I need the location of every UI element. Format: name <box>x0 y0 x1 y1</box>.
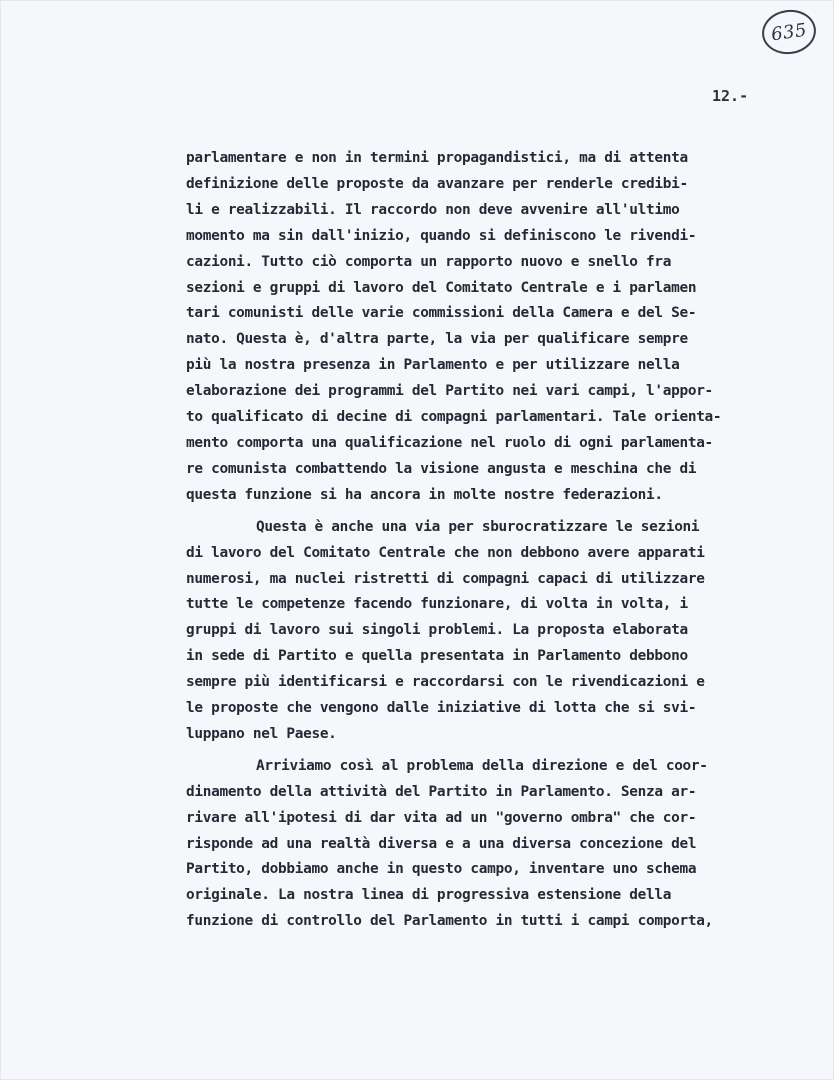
stamp-number: 635 <box>769 19 809 45</box>
text-line: sezioni e gruppi di lavoro del Comitato Centrale e i parlamen <box>186 279 697 296</box>
text-line: gruppi di lavoro sui singoli problemi. La proposta elaborata <box>186 622 688 639</box>
text-line: Partito, dobbiamo anche in questo campo, inventare uno schema <box>186 861 697 878</box>
text-line: parlamentare e non in termini propagandistici, ma di attenta <box>186 150 688 166</box>
text-line: sempre più identificarsi e raccordarsi con le rivendicazioni e <box>186 674 705 691</box>
text-line: elaborazione dei programmi del Partito nei vari campi, l'appor- <box>186 383 713 400</box>
text-line: luppano nel Paese. <box>186 725 337 742</box>
text-line: momento ma sin dall'inizio, quando si definiscono le rivendi- <box>186 227 697 244</box>
text-line: nato. Questa è, d'altra parte, la via per qualificare sempre <box>186 331 688 348</box>
text-line: Questa è anche una via per sburocratizzare le sezioni <box>256 518 700 535</box>
text-line: più la nostra presenza in Parlamento e per utilizzare nella <box>186 357 680 374</box>
text-line: definizione delle proposte da avanzare per renderle credibi- <box>186 175 688 192</box>
text-line: numerosi, ma nuclei ristretti di compagni capaci di utilizzare <box>186 570 705 587</box>
text-line: questa funzione si ha ancora in molte nostre federazioni. <box>186 486 663 503</box>
text-line: dinamento della attività del Partito in Parlamento. Senza ar- <box>186 783 697 800</box>
text-line: re comunista combattendo la visione angusta e meschina che di <box>186 460 697 477</box>
text-line: rivare all'ipotesi di dar vita ad un "governo ombra" che cor- <box>186 809 697 826</box>
paragraph <box>186 515 792 748</box>
page-number: 12.- <box>712 87 749 105</box>
text-line: le proposte che vengono dalle iniziative di lotta che si svi- <box>186 700 697 717</box>
paragraph <box>186 754 792 935</box>
archive-stamp <box>759 6 819 57</box>
paragraph <box>186 146 792 509</box>
text-line: Arriviamo così al problema della direzione e del coor- <box>256 757 708 774</box>
text-line: funzione di controllo del Parlamento in tutti i campi comporta, <box>186 913 713 930</box>
text-line: di lavoro del Comitato Centrale che non debbono avere apparati <box>186 544 705 561</box>
text-line: mento comporta una qualificazione nel ruolo di ogni parlamenta- <box>186 434 713 451</box>
text-line: tutte le competenze facendo funzionare, di volta in volta, i <box>186 596 688 613</box>
text-line: li e realizzabili. Il raccordo non deve avvenire all'ultimo <box>186 201 680 218</box>
text-line: originale. La nostra linea di progressiva estensione della <box>186 887 672 904</box>
text-line: risponde ad una realtà diversa e a una diversa concezione del <box>186 835 697 852</box>
text-line: in sede di Partito e quella presentata in Parlamento debbono <box>186 648 688 665</box>
text-line: cazioni. Tutto ciò comporta un rapporto nuovo e snello fra <box>186 253 672 270</box>
text-line: tari comunisti delle varie commissioni della Camera e del Se- <box>186 305 697 322</box>
text-line: to qualificato di decine di compagni parlamentari. Tale orienta- <box>186 409 722 426</box>
body-text <box>186 146 792 935</box>
